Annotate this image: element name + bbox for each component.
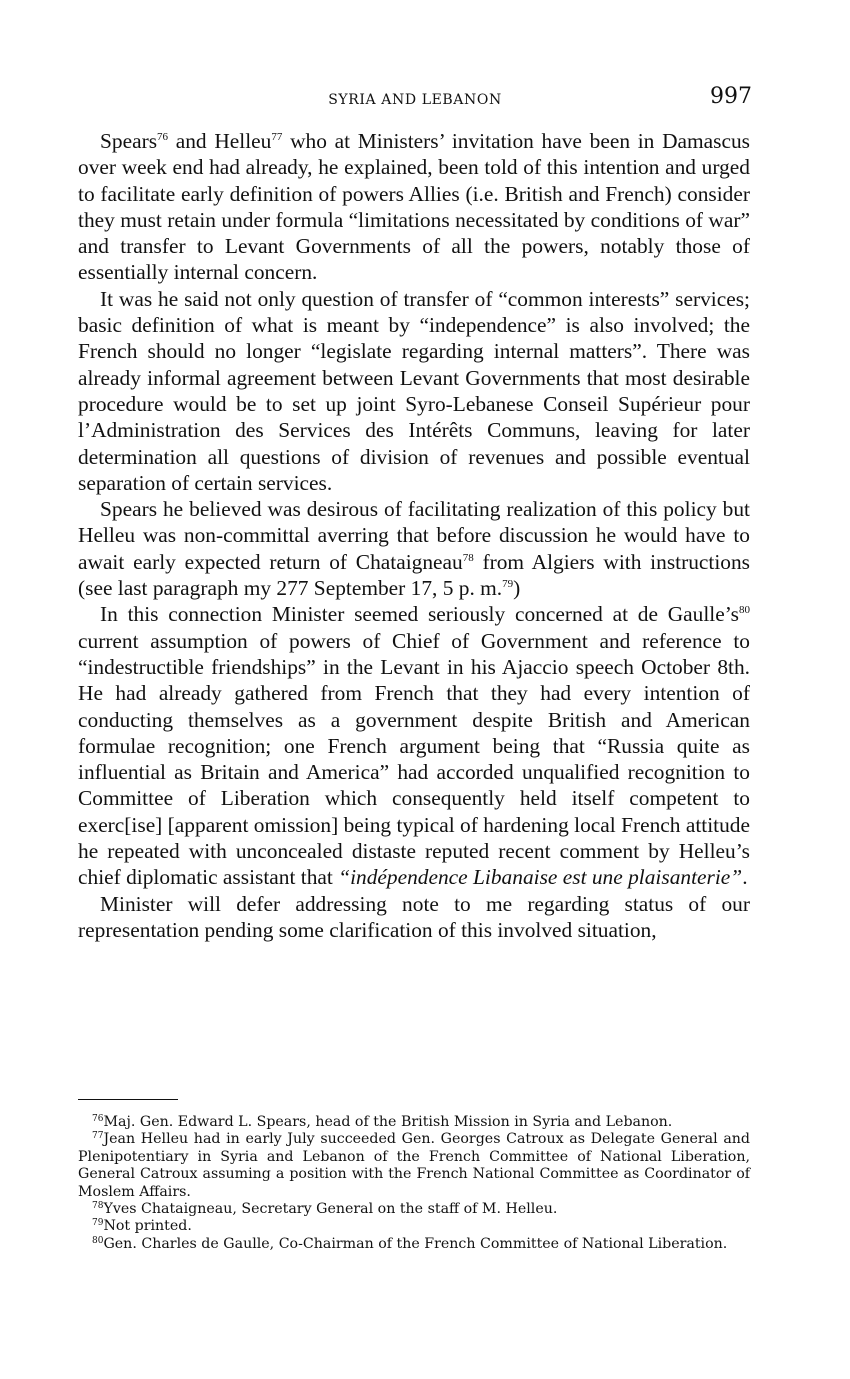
footnote-ref-78: 78 [462,551,474,564]
paragraph-3-text-b: from Algiers with instructions (see last paragraph my 277 September 17, 5 p. m. [78,549,751,601]
running-title: SYRIA AND LEBANON [328,92,502,108]
paragraph-3-text-c: ) [513,576,521,601]
footnote-ref-77: 77 [271,131,283,143]
footnotes [78,1114,750,1253]
paragraph-1 [78,128,750,286]
paragraph-5: Minister will defer addressing note to me regarding status of our representation pending some clarification of this involved situation, [78,891,750,942]
paragraph-1-text-a: Spears [100,129,158,153]
footnote-number: 78 [92,1201,104,1212]
footnote-text: Not printed. [103,1218,192,1235]
footnote-text: Jean Helleu had in early July succeeded Gen. Georges Catroux as Delegate General and Plenipotentiary in Syria and Lebanon of the French Committee of National Liberation, General Catroux assuming a position with the French National Committee as Coordinator of Moslem Affairs. [78,1131,750,1200]
footnote-text: Gen. Charles de Gaulle, Co-Chairman of the French Committee of National Liberation. [103,1235,728,1252]
footnote-number: 76 [92,1114,104,1124]
footnote-ref-79: 79 [502,578,514,591]
footnote-76 [78,1114,750,1131]
running-header [78,84,752,114]
footnote-text: Maj. Gen. Edward L. Spears, head of the British Mission in Syria and Lebanon. [103,1114,673,1130]
paragraph-3-text-a: Spears he believed was desirous of facilitating realization of this policy but Helleu was non-committal averring that before discussion he would have to await early expected return of Chataigneau [78,497,750,574]
paragraph-4-text-c: . [742,865,748,890]
footnote-text: Yves Chataigneau, Secretary General on the staff of M. Helleu. [103,1201,558,1218]
footnote-number: 79 [92,1218,104,1229]
footnote-78 [78,1201,750,1218]
paragraph-3 [78,496,750,601]
footnote-number: 80 [92,1235,104,1246]
footnote-80 [78,1236,750,1253]
paragraph-4 [78,601,750,890]
paragraph-4-text-b: current assumption of powers of Chief of Government and reference to “indestructible friendships” in the Levant in his Ajaccio speech October 8th. He had already gathered from French that they had every intention of conducting themselves as a government despite British and American formulae recognition; one French argument being that “Russia quite as influential as Britain and America” had accorded unqualified recognition to Committee of Liberation which consequently held itself competent to exerc[ise] [apparent omission] being typical of hardening local French attitude he repeated with unconcealed distaste reputed recent comment by Helleu’s chief diplomatic assistant that [78,628,750,890]
footnote-ref-76: 76 [157,131,169,143]
footnote-77 [78,1131,750,1201]
paragraph-4-text-a: In this connection Minister seemed seriously concerned at de Gaulle’s [100,602,739,627]
paragraph-1-text-b: and Helleu [168,129,272,153]
body-text [78,128,750,943]
footnote-divider [78,1099,178,1100]
footnote-79 [78,1218,750,1235]
italic-quote: “indépendence Libanaise est une plaisanterie” [338,865,743,890]
footnote-ref-80: 80 [739,604,750,617]
page-number: 997 [710,84,752,109]
footnote-number: 77 [92,1131,104,1142]
paragraph-2: It was he said not only question of transfer of “common interests” services; basic definition of what is meant by “independence” is also involved; the French should no longer “legislate regarding internal matters”. There was already informal agreement between Levant Governments that most desirable procedure would be to set up joint Syro-Lebanese Conseil Supérieur pour l’Administration des Services des Intérêts Communs, leaving for later determination all questions of division of revenues and possible eventual separation of certain services. [78,286,750,495]
paragraph-1-text-c: who at Ministers’ invitation have been in Damascus over week end had already, he explained, been told of this intention and urged to facilitate early definition of powers Allies (i.e. British and French) consider they must retain under formula “limitations necessitated by conditions of war” and transfer to Levant Governments of all the powers, notably those of essentially internal concern. [78,129,751,285]
